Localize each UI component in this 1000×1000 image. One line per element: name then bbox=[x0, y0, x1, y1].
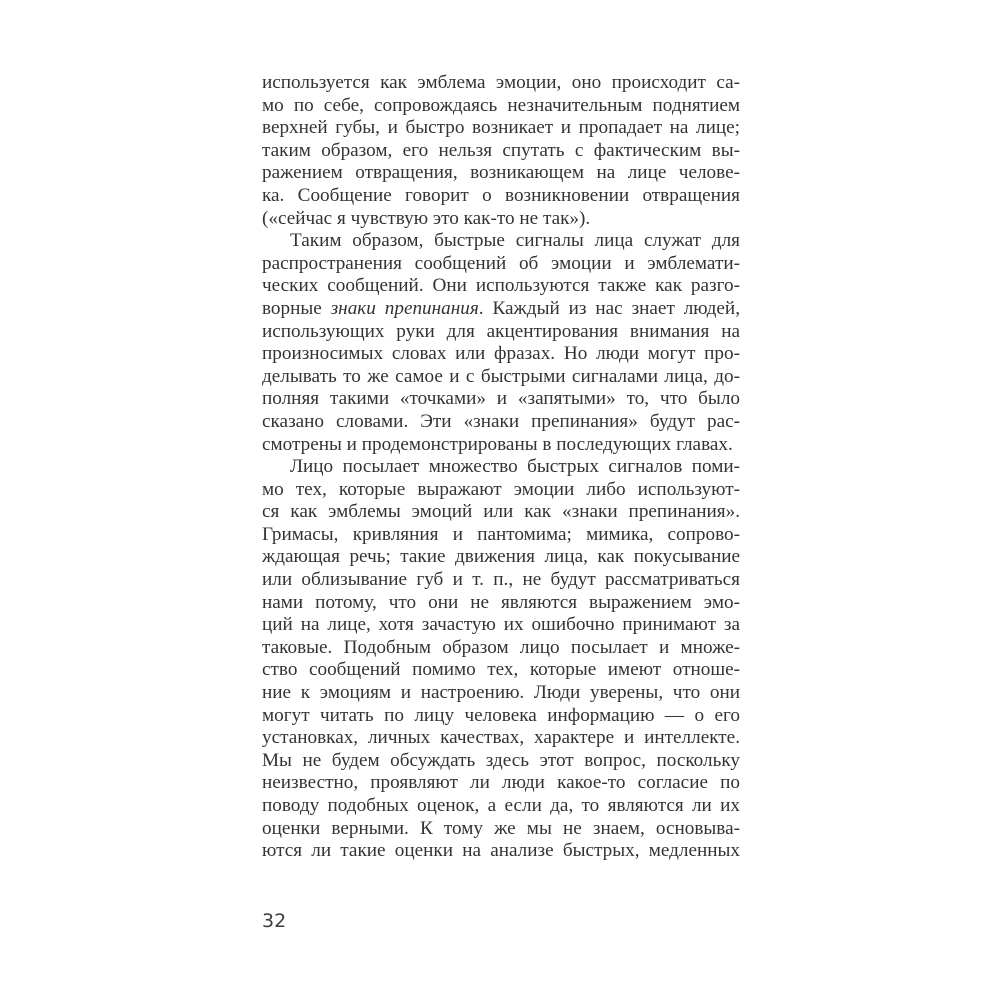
text-line bbox=[262, 95, 740, 118]
text-segment: распространения сообщений об эмоции и эмблемати- bbox=[262, 252, 740, 274]
text-line bbox=[262, 546, 740, 569]
text-segment: мо по себе, сопровождаясь незначительным поднятием bbox=[262, 94, 740, 116]
text-segment: или облизывание губ и т. п., не будут рассматриваться bbox=[262, 569, 740, 591]
text-line bbox=[262, 434, 740, 457]
text-line bbox=[262, 614, 740, 637]
italic-text-segment: знаки препинания bbox=[330, 297, 479, 319]
text-line bbox=[262, 411, 740, 434]
text-line bbox=[262, 162, 740, 185]
text-segment: ся как эмблемы эмоций или как «знаки препинания». bbox=[262, 501, 740, 523]
text-line bbox=[262, 750, 740, 773]
text-line bbox=[262, 343, 740, 366]
text-block bbox=[262, 72, 740, 863]
text-line bbox=[262, 727, 740, 750]
text-segment: Гримасы, кривляния и пантомима; мимика, сопрово- bbox=[262, 523, 740, 545]
text-line bbox=[262, 592, 740, 615]
text-segment: поводу подобных оценок, а если да, то являются ли их bbox=[262, 795, 740, 816]
text-segment: Таким образом, быстрые сигналы лица служат для bbox=[290, 230, 740, 252]
text-segment: нами потому, что они не являются выражением эмо- bbox=[262, 591, 740, 613]
text-segment: Лицо посылает множество быстрых сигналов поми- bbox=[290, 456, 740, 478]
text-line bbox=[262, 275, 740, 298]
text-line bbox=[262, 72, 740, 95]
text-segment: установках, личных качествах, характере и интеллекте. bbox=[262, 727, 740, 749]
text-segment: оценки верными. К тому же мы не знаем, основыва- bbox=[262, 817, 740, 839]
text-line bbox=[262, 795, 740, 818]
text-segment: ство сообщений помимо тех, которые имеют отноше- bbox=[262, 659, 740, 681]
text-segment: мо тех, которые выражают эмоции либо используют- bbox=[262, 478, 740, 500]
text-segment: неизвестно, проявляют ли люди какое-то согласие по bbox=[262, 772, 740, 794]
text-line bbox=[262, 230, 740, 253]
text-segment: ние к эмоциям и настроению. Люди уверены, что они bbox=[262, 682, 740, 704]
text-segment: смотрены и продемонстрированы в последующих главах. bbox=[262, 433, 733, 455]
text-line bbox=[262, 637, 740, 660]
text-segment: ждающая речь; такие движения лица, как покусывание bbox=[262, 546, 740, 568]
text-line bbox=[262, 659, 740, 682]
text-line bbox=[262, 524, 740, 547]
text-segment: Мы не будем обсуждать здесь этот вопрос, поскольку bbox=[262, 749, 740, 771]
text-line bbox=[262, 366, 740, 389]
text-line bbox=[262, 818, 740, 841]
text-line bbox=[262, 298, 740, 321]
page-number: 32 bbox=[262, 910, 287, 932]
text-line bbox=[262, 321, 740, 344]
text-line bbox=[262, 479, 740, 502]
text-segment: верхней губы, и быстро возникает и пропадает на лице; bbox=[262, 117, 740, 139]
text-segment: полняя такими «точками» и «запятыми» то, что было bbox=[262, 388, 740, 410]
paragraph bbox=[262, 72, 740, 230]
text-line bbox=[262, 140, 740, 163]
text-line bbox=[262, 569, 740, 592]
text-line bbox=[262, 682, 740, 705]
text-segment: ций на лице, хотя зачастую их ошибочно принимают за bbox=[262, 614, 740, 636]
text-segment: могут читать по лицу человека информацию — о его bbox=[262, 704, 740, 726]
text-line bbox=[262, 705, 740, 728]
text-line bbox=[262, 456, 740, 479]
text-segment: («сейчас я чувствую это как-то не так»). bbox=[262, 207, 591, 229]
text-segment: использующих руки для акцентирования внимания на bbox=[262, 320, 740, 342]
text-segment: ражением отвращения, возникающем на лице челове- bbox=[262, 162, 740, 184]
text-line bbox=[262, 208, 740, 231]
text-segment: таким образом, его нельзя спутать с фактическим вы- bbox=[262, 139, 740, 161]
text-segment: ка. Сообщение говорит о возникновении отвращения bbox=[262, 184, 740, 206]
text-segment: ческих сообщений. Они используются также как разго- bbox=[262, 275, 740, 297]
text-segment: сказано словами. Эти «знаки препинания» будут рас- bbox=[262, 410, 740, 432]
text-line bbox=[262, 117, 740, 140]
text-segment: делывать то же самое и с быстрыми сигналами лица, до- bbox=[262, 365, 740, 387]
text-line bbox=[262, 772, 740, 795]
text-segment: произносимых словах или фразах. Но люди могут про- bbox=[262, 343, 740, 365]
text-segment: используется как эмблема эмоции, оно происходит са- bbox=[262, 72, 740, 93]
text-line bbox=[262, 253, 740, 276]
text-segment: . Каждый из нас знает людей, bbox=[478, 297, 740, 319]
text-line bbox=[262, 840, 740, 863]
text-line bbox=[262, 388, 740, 411]
text-segment: ются ли такие оценки на анализе быстрых, медленных bbox=[262, 840, 740, 862]
paragraph bbox=[262, 456, 740, 863]
text-segment: ворные bbox=[262, 297, 331, 319]
text-line bbox=[262, 501, 740, 524]
text-line bbox=[262, 185, 740, 208]
paragraph bbox=[262, 230, 740, 456]
text-segment: таковые. Подобным образом лицо посылает и множе- bbox=[262, 636, 740, 658]
